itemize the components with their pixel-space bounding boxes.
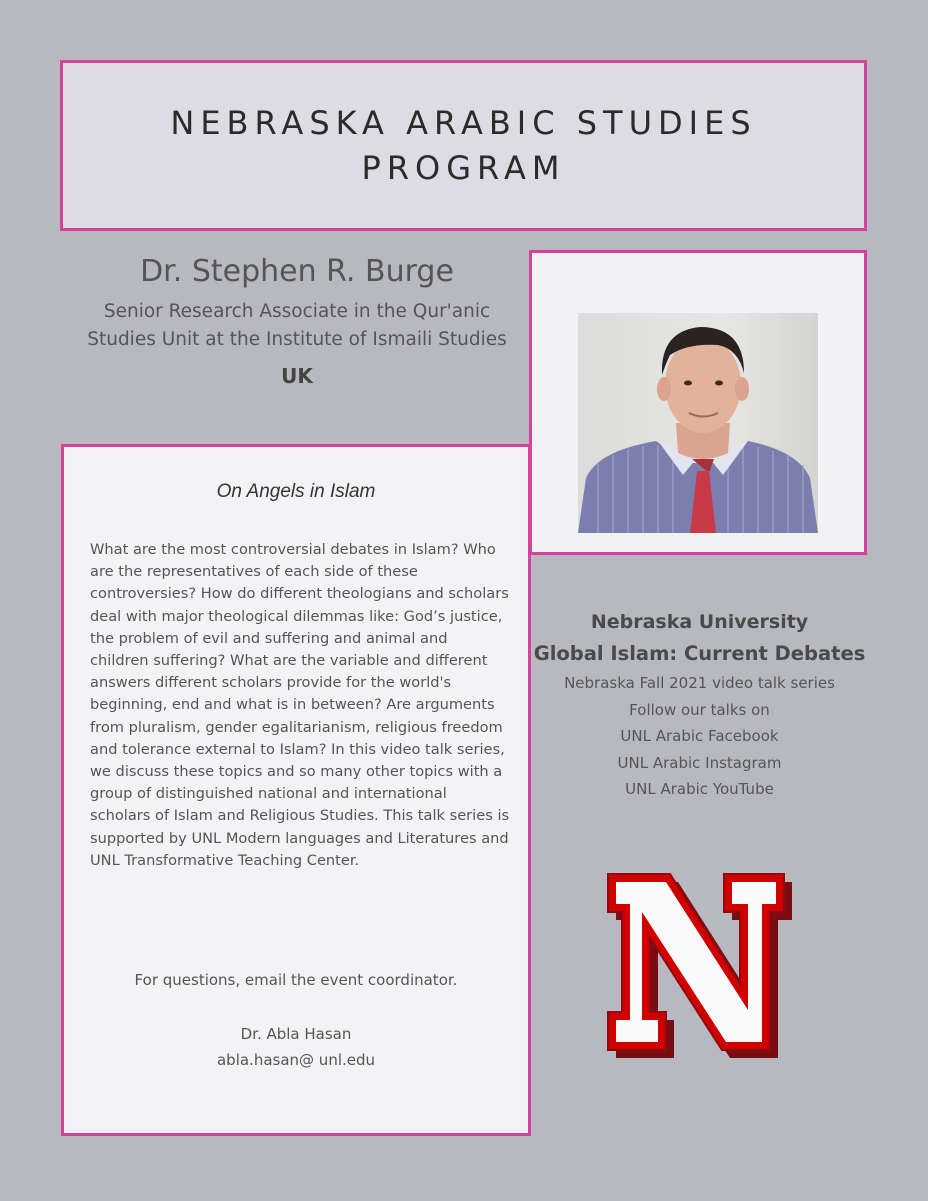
university-name: Nebraska University [590,611,809,633]
speaker-portrait-icon [578,313,818,533]
talk-details [61,444,531,1136]
instagram-link[interactable]: UNL Arabic Instagram [617,753,782,772]
series-name: Global Islam: Current Debates [533,642,866,665]
coordinator-name: Dr. Abla Hasan [240,1025,352,1043]
series-info [532,606,867,803]
photo-frame [529,250,867,555]
coordinator-email[interactable]: abla.hasan@ unl.edu [216,1051,376,1069]
nebraska-n-logo-icon [602,868,798,1064]
series-line-season: Nebraska Fall 2021 video talk series [564,674,835,692]
contact-prompt: For questions, email the event coordinator. [134,971,458,989]
speaker-photo [578,313,818,533]
talk-title: On Angels in Islam [216,481,376,502]
series-line-follow: Follow our talks on [629,700,770,719]
speaker-name: Dr. Stephen R. Burge [140,254,454,289]
speaker-role: Senior Research Associate in the Qur'anic Studies Unit at the Institute of Ismaili Studies [87,301,507,350]
talk-description: What are the most controversial debates in Islam? Who are the representatives of each side of these controversies? How do different theologians and scholars deal with major theological dilemmas like: God’s justice, the problem of evil and suffering and animal and children suffering? What are the variable and different answers different scholars provide for the world's beginning, end and what is in between? Are arguments from pluralism, gender egalitarianism, religious freedom and tolerance external to Islam? In this video talk series, we discuss these topics and so many other topics with a group of distinguished national and international scholars of Islam and Religious Studies. This talk series is supported by UNL Modern languages and Literatures and UNL Transformative Teaching Center. [90,541,510,869]
youtube-link[interactable]: UNL Arabic YouTube [625,780,774,798]
header-banner [60,60,867,231]
program-title: NEBRASKA ARABIC STUDIES PROGRAM [170,103,757,187]
facebook-link[interactable]: UNL Arabic Facebook [620,727,779,745]
speaker-info [62,252,532,388]
speaker-country: UK [281,364,313,388]
